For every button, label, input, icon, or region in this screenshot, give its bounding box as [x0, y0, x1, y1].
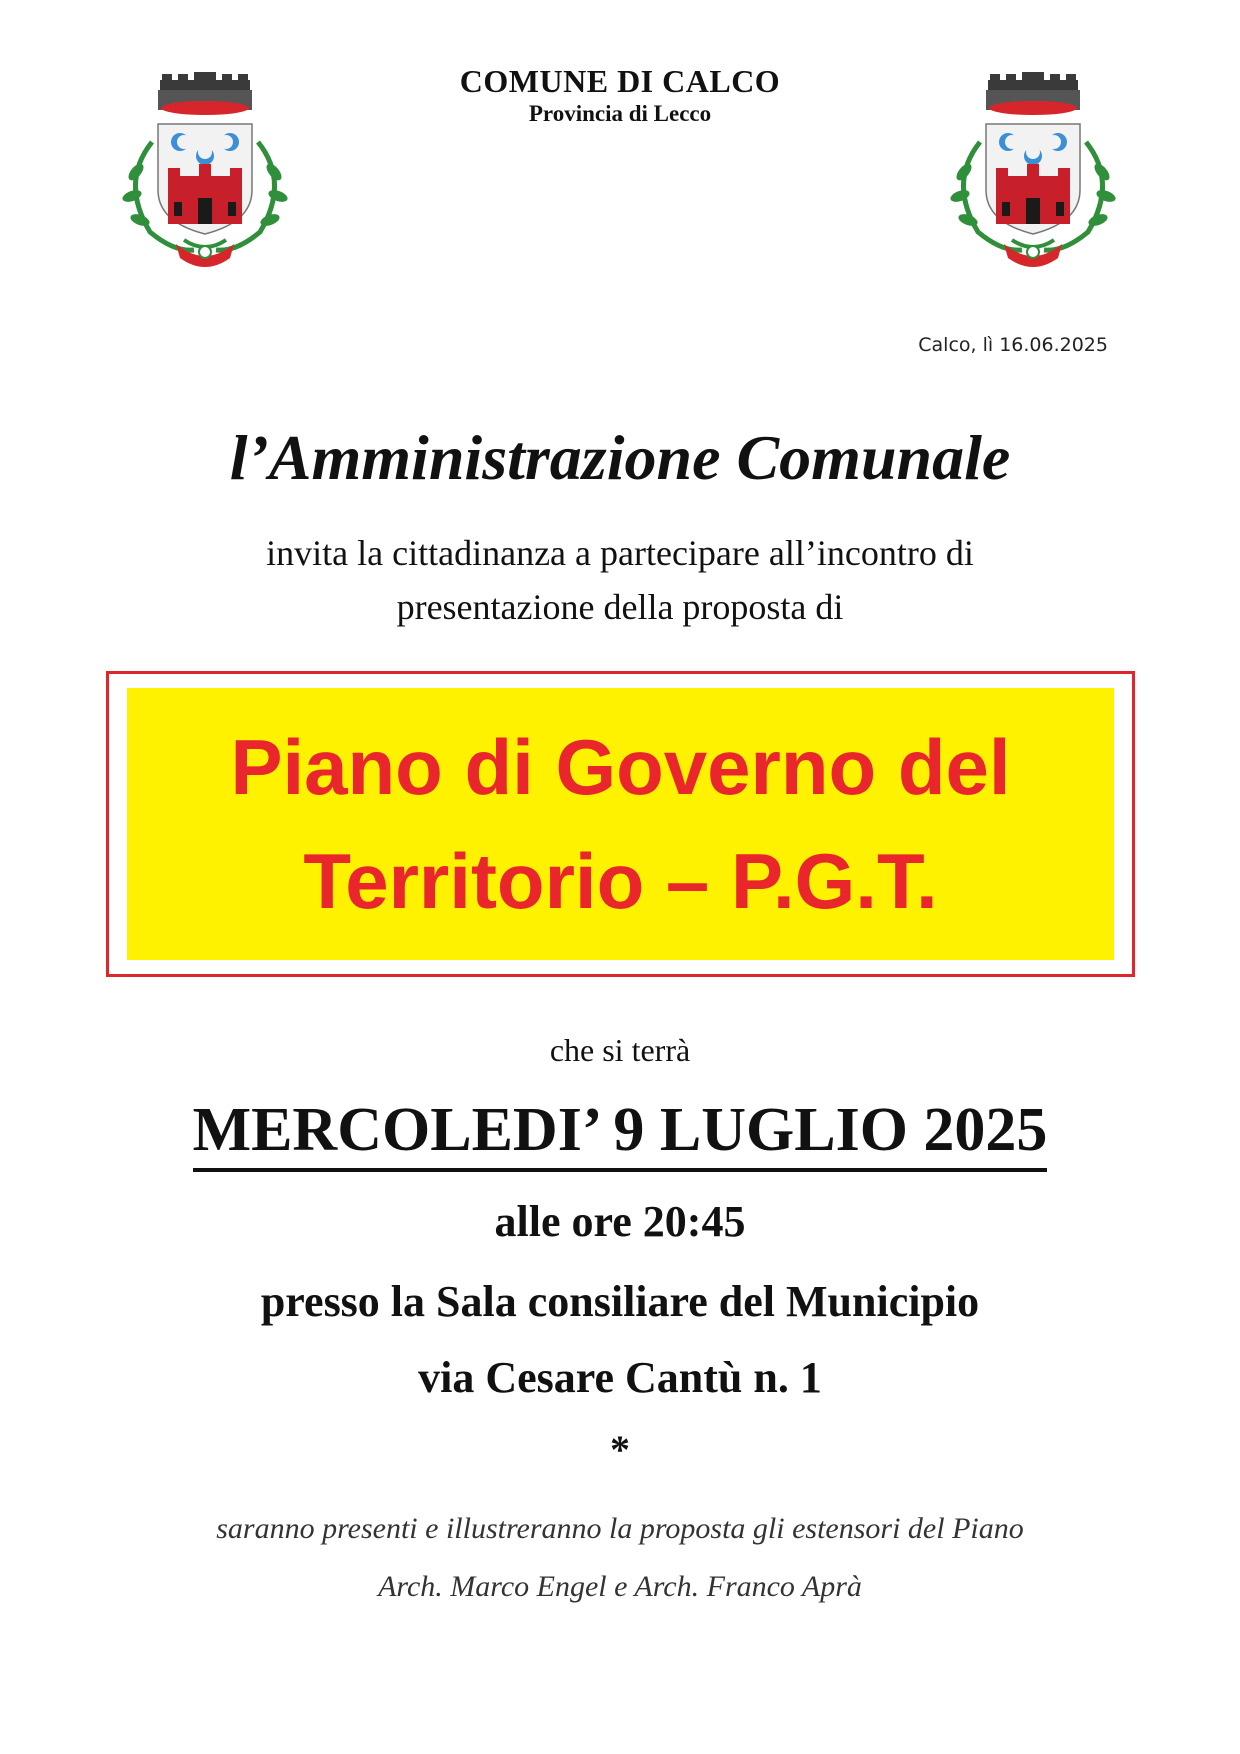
held-text: che si terrà: [549, 1032, 691, 1068]
event-place: presso la Sala consiliare del Municipio: [260, 1277, 980, 1326]
presenters-line-2: Arch. Marco Engel e Arch. Franco Aprà: [378, 1570, 862, 1603]
highlight-frame: [106, 671, 1135, 977]
admin-title: l’Amministrazione Comunale: [229, 422, 1011, 493]
document-date: Calco, lì 16.06.2025: [918, 334, 1108, 356]
invitation-text: [0, 526, 1240, 634]
invitation-line-1: invita la cittadinanza a partecipare all’incontro di: [266, 533, 974, 573]
province-name: Provincia di Lecco: [528, 101, 712, 126]
separator: *: [610, 1427, 630, 1472]
letterhead: [0, 62, 1240, 128]
highlight-line-2: Territorio – P.G.T.: [303, 837, 938, 925]
event-address: via Cesare Cantù n. 1: [418, 1353, 822, 1402]
municipality-name: COMUNE DI CALCO: [459, 63, 781, 99]
event-date-block: [0, 1094, 1240, 1172]
presenters-text: [0, 1500, 1240, 1616]
invitation-line-2: presentazione della proposta di: [396, 587, 844, 627]
highlight-line-1: Piano di Governo del: [230, 723, 1011, 811]
event-date: MERCOLEDI’ 9 LUGLIO 2025: [193, 1094, 1048, 1172]
highlight-box: [127, 688, 1114, 960]
event-time: alle ore 20:45: [494, 1197, 746, 1246]
presenters-line-1: saranno presenti e illustreranno la proposta gli estensori del Piano: [216, 1512, 1024, 1545]
